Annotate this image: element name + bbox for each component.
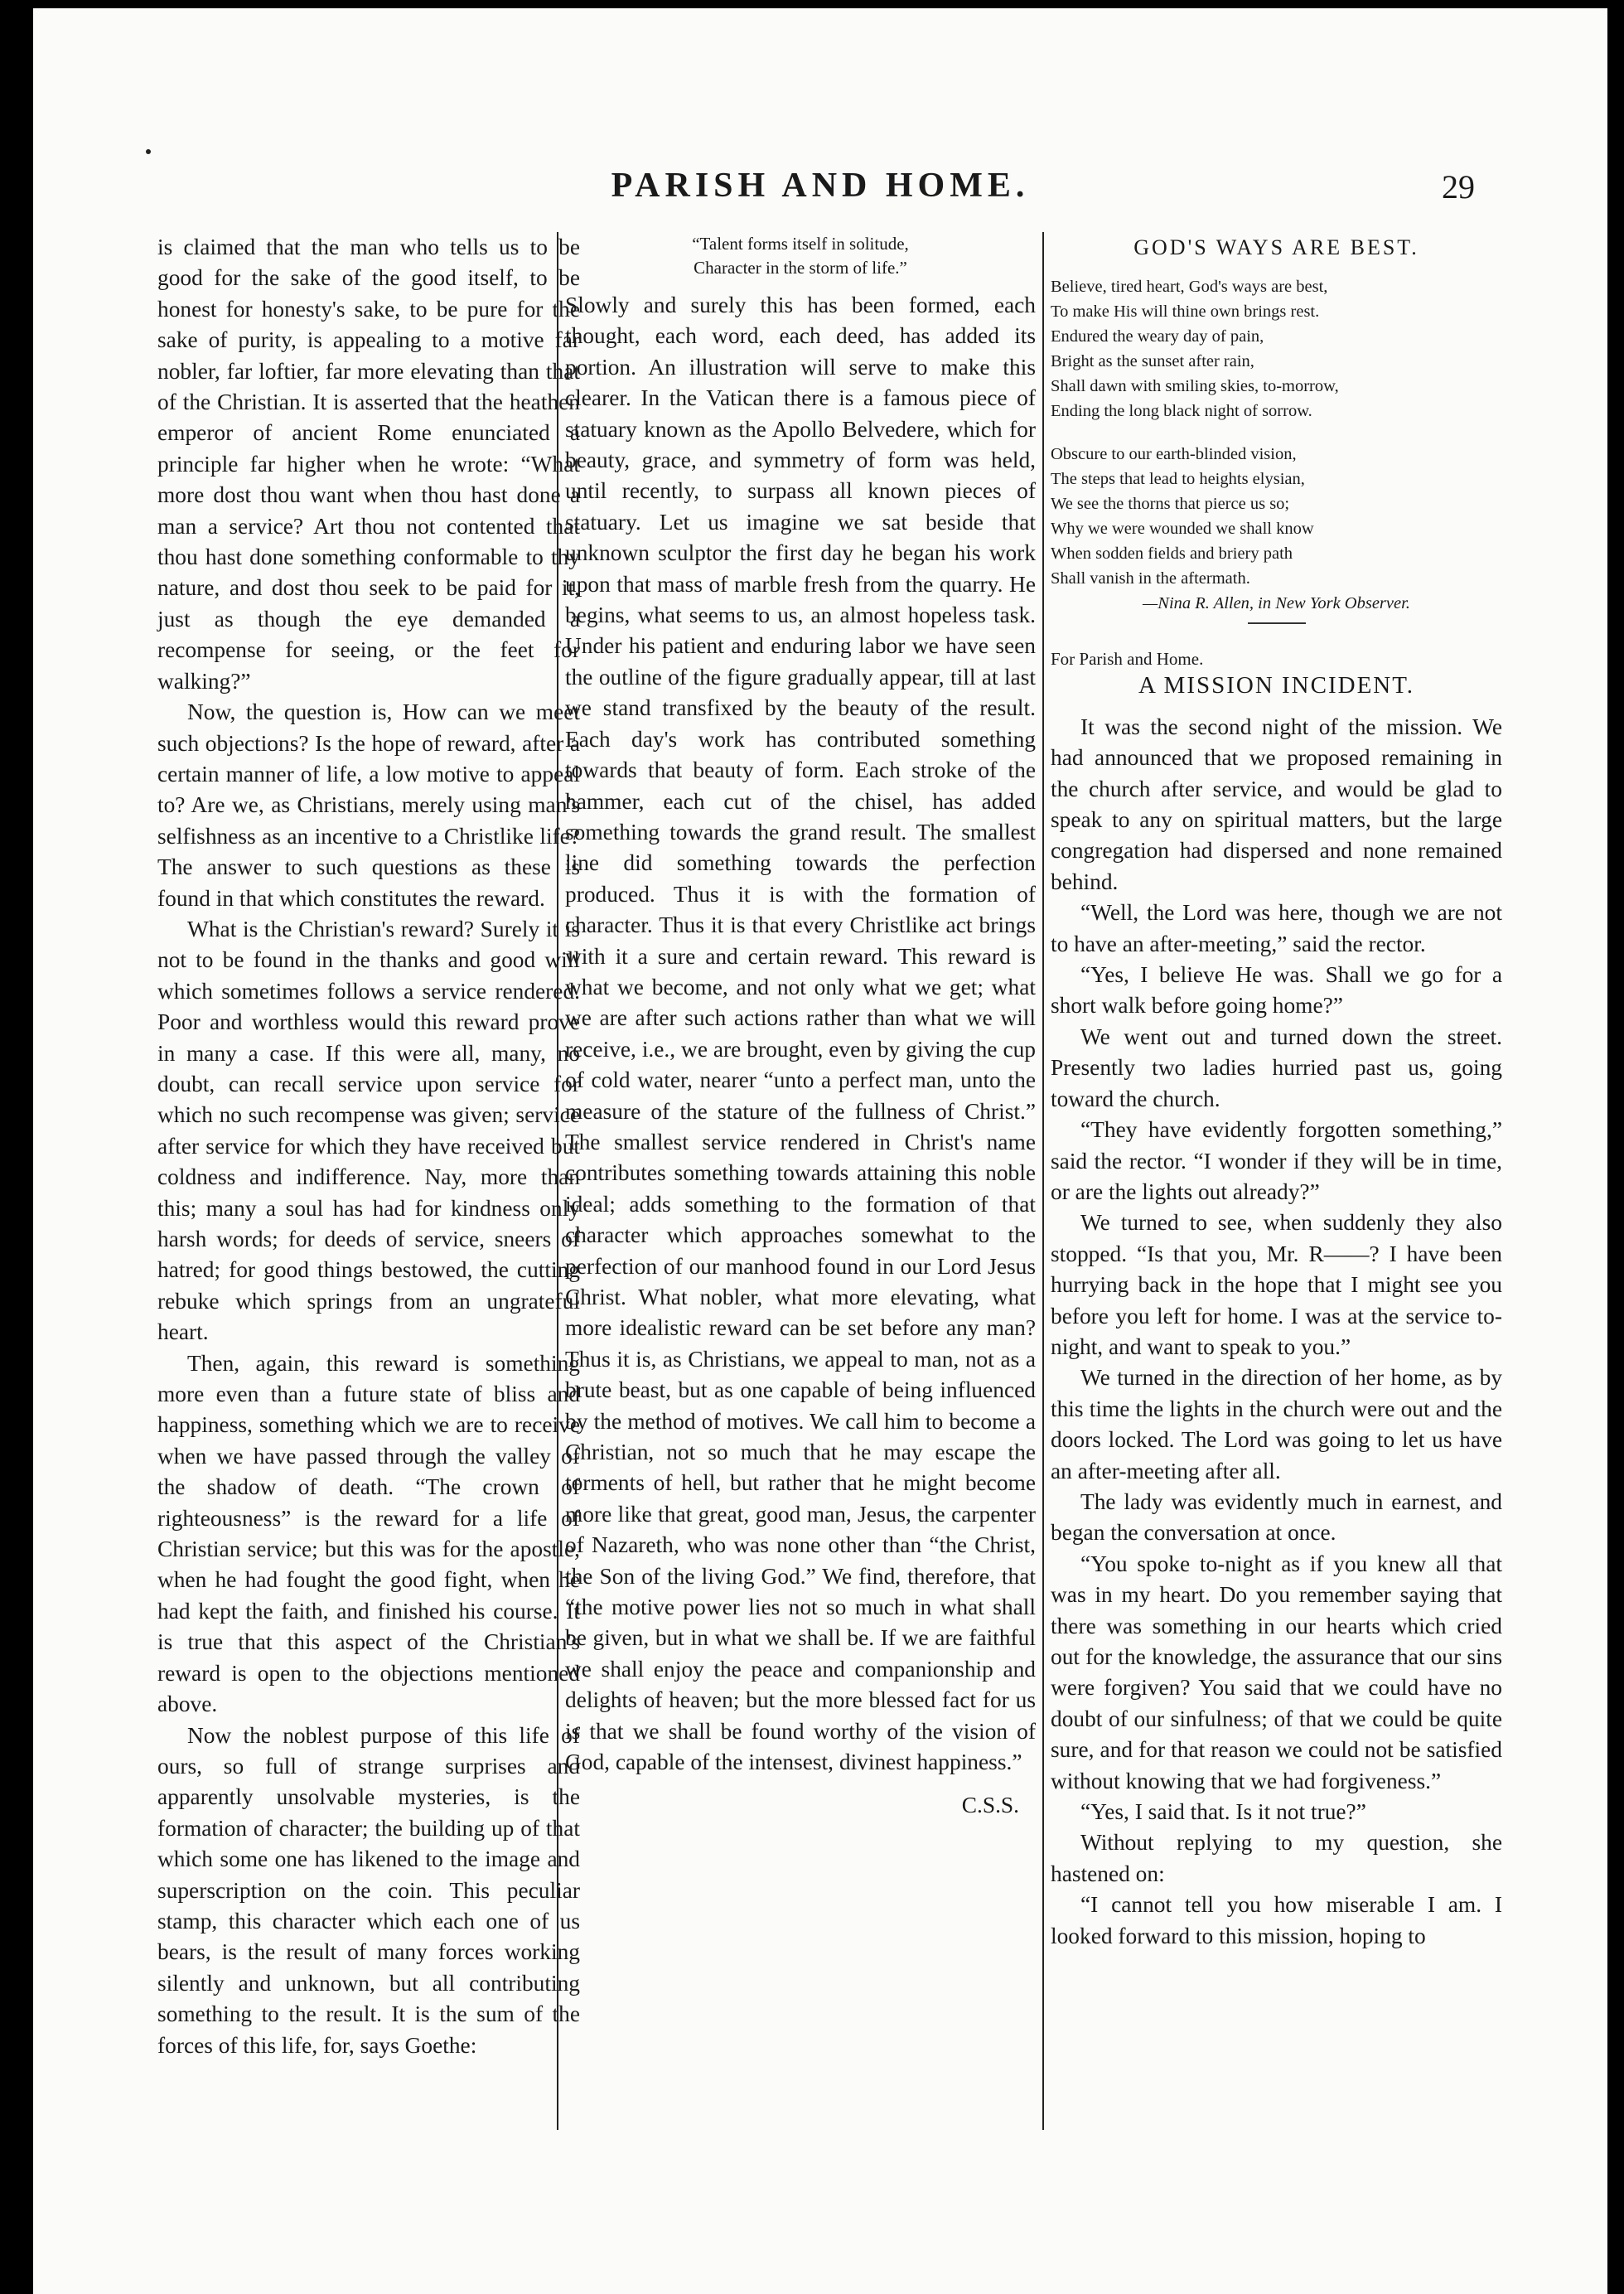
section-divider <box>1248 622 1306 624</box>
poem-line: Believe, tired heart, God's ways are best, <box>1051 278 1328 297</box>
paragraph: “You spoke to-night as if you knew all that was in my heart. Do you remember saying that there was something in our hearts which cried out for the knowledge, the assurance that our sins were forgiven? You said that we could have no doubt of our sinfulness; of that we could be quite sure, and for that reason we could not be satisfied without knowing that we had forgiveness.” <box>1051 1551 1502 1793</box>
paragraph: Then, again, this reward is something more even than a future state of bliss and happiness, something which we are to receive when we have passed through the valley of the shadow of death. “The crown of righteousness” is the reward for a life of Christian service; but this was for the apostle, when he had fought the good fight, when he had kept the faith, and finished his course. It is true that this aspect of the Christian's reward is open to the objections mentioned above. <box>157 1350 580 1717</box>
poem-stanza-2 <box>1051 442 1502 616</box>
column-2 <box>565 232 1036 1821</box>
paragraph: Without replying to my question, she hastened on: <box>1051 1830 1502 1886</box>
page-number: 29 <box>1442 168 1475 206</box>
column-3 <box>1051 232 1502 1952</box>
running-header: PARISH AND HOME. <box>611 167 1030 205</box>
poem-line: Ending the long black night of sorrow. <box>1051 402 1312 421</box>
poem-line: We see the thorns that pierce us so; <box>1051 495 1290 514</box>
poem-line: Shall vanish in the aftermath. <box>1051 569 1250 588</box>
poem-title: GOD'S WAYS ARE BEST. <box>1133 235 1419 259</box>
paragraph: Now the noblest purpose of this life of ours, so full of strange surprises and apparently unsolvable mysteries, is the formation of character; the building up of that which some one has likened to the image and superscription on the coin. This peculiar stamp, this character which each one of us bears, is the result of many forces working silently and unknown, but all contributing something to the result. It is the sum of the forces of this life, for, says Goethe: <box>157 1722 580 2058</box>
paragraph: “Yes, I said that. Is it not true?” <box>1080 1799 1366 1825</box>
ink-dot <box>146 149 151 154</box>
epigraph-line: “Talent forms itself in solitude, <box>692 234 909 254</box>
poem-line: Shall dawn with smiling skies, to-morrow, <box>1051 377 1339 396</box>
poem-line: Bright as the sunset after rain, <box>1051 352 1254 371</box>
column-1 <box>157 232 580 2061</box>
paragraph: We turned to see, when suddenly they also stopped. “Is that you, Mr. R——? I have been hurrying back in the hope that I might see you before you left for home. I was at the service to-night, and want to speak to you.” <box>1051 1210 1502 1359</box>
paragraph: is claimed that the man who tells us to be good for the sake of the good itself, to be honest for honesty's sake, to be pure for the sake of purity, is appealing to a motive far nobler, far loftier, far more elevating than that of the Christian. It is asserted that the heathen emperor of ancient Rome enunciated a principle far higher when he wrote: “What more dost thou want when thou hast done a man a service? Art thou not contented that thou hast done something conformable to thy nature, and dost thou seek to be paid for it, just as though the eye demanded a recompense for seeing, or the feet for walking?” <box>157 235 580 694</box>
paragraph: The lady was evidently much in earnest, and began the conversation at once. <box>1051 1488 1502 1546</box>
paragraph: “I cannot tell you how miserable I am. I looked forward to this mission, hoping to <box>1051 1892 1502 1948</box>
poem-line: Why we were wounded we shall know <box>1051 520 1314 539</box>
paragraph: We turned in the direction of her home, as by this time the lights in the church were out and the doors locked. The Lord was going to let us have an after-meeting after all. <box>1051 1365 1502 1483</box>
paragraph: “Yes, I believe He was. Shall we go for a short walk before going home?” <box>1051 962 1502 1019</box>
column-rule-right <box>1042 232 1044 2130</box>
epigraph-line: Character in the storm of life.” <box>694 258 907 278</box>
article-title: A MISSION INCIDENT. <box>1138 672 1415 699</box>
page <box>33 8 1607 2294</box>
paragraph: “They have evidently forgotten something,” said the rector. “I wonder if they will be in time, or are the lights out already?” <box>1051 1117 1502 1204</box>
paragraph: Now, the question is, How can we meet such objections? Is the hope of reward, after a certain manner of life, a low motive to appeal to? Are we, as Christians, merely using man's selfishness as an incentive to a Christlike life? The answer to such questions as these is found in that which constitutes the reward. <box>157 699 580 911</box>
goethe-epigraph <box>565 232 1036 280</box>
poem-line: The steps that lead to heights elysian, <box>1051 470 1305 489</box>
paragraph: “Well, the Lord was here, though we are not to have an after-meeting,” said the rector. <box>1051 900 1502 956</box>
for-parish-line: For Parish and Home. <box>1051 649 1204 670</box>
poem-line: When sodden fields and briery path <box>1051 544 1293 564</box>
poem-stanza-1 <box>1051 274 1502 423</box>
paragraph: We went out and turned down the street. Presently two ladies hurried past us, going toward the church. <box>1051 1024 1502 1111</box>
paragraph: It was the second night of the mission. We had announced that we proposed remaining in the church after service, and would be glad to speak to any on spiritual matters, but the large congregation had dispersed and none remained behind. <box>1051 714 1502 894</box>
paragraph: What is the Christian's reward? Surely it is not to be found in the thanks and good will which sometimes follows a service rendered. Poor and worthless would this reward prove in many a case. If this were all, many, no doubt, can recall service upon service for which no such recompense was given; service after service for which they have received but coldness and indifference. Nay, more than this; many a soul has had for kindness only harsh words; for deeds of service, sneers of hatred; for good things bestowed, the cutting rebuke which springs from an ungrateful heart. <box>157 916 580 1345</box>
poem-credit: —Nina R. Allen, in New York Observer. <box>1143 594 1410 613</box>
paragraph: Slowly and surely this has been formed, each thought, each word, each deed, has added its portion. An illustration will serve to make this clearer. In the Vatican there is a famous piece of statuary known as the Apollo Belvedere, which for beauty, grace, and symmetry of form was held, until recently, to surpass all known pieces of statuary. Let us imagine we sat beside that unknown sculptor the first day he began his work upon that mass of marble fresh from the quarry. He begins, what seems to us, an almost hopeless task. Under his patient and enduring labor we have seen the outline of the figure gradually appear, till at last we stand transfixed by the beauty of the result. Each day's work has contributed something towards that beauty of form. Each stroke of the hammer, each cut of the chisel, has added something towards the grand result. The smallest line did something towards the perfection produced. Thus it is with the formation of character. Thus it is that every Christlike act brings with it a sure and certain reward. This reward is what we become, and not only what we get; what we are after such actions rather than what we will receive, i.e., we are brought, even by giving the cup of cold water, nearer “unto a perfect man, unto the measure of the stature of the fullness of Christ.” The smallest service rendered in Christ's name contributes something towards attaining this noble ideal; adds something to the formation of that character which approaches somewhat to the perfection of our manhood found in our Lord Jesus Christ. What nobler, what more elevating, what more idealistic reward can be set before any man? Thus it is, as Christians, we appeal to man, not as a brute beast, but as one capable of being influenced by the method of motives. We call him to become a Christian, not so much that he may escape the torments of hell, but rather that he might become more like that great, good man, Jesus, the carpenter of Nazareth, who was none other than “the Christ, the Son of the living God.” We find, therefore, that “the motive power lies not so much in what shall be given, but in what we shall be. If we are faithful we shall enjoy the peace and companionship and delights of heaven; but the more blessed fact for us is that we shall be found worthy of the vision of God, capable of the intensest, divinest happiness.” <box>565 293 1036 1775</box>
poem-line: Endured the weary day of pain, <box>1051 327 1264 346</box>
author-signature: C.S.S. <box>961 1792 1019 1817</box>
poem-line: To make His will thine own brings rest. <box>1051 302 1320 322</box>
poem-line: Obscure to our earth-blinded vision, <box>1051 445 1297 464</box>
